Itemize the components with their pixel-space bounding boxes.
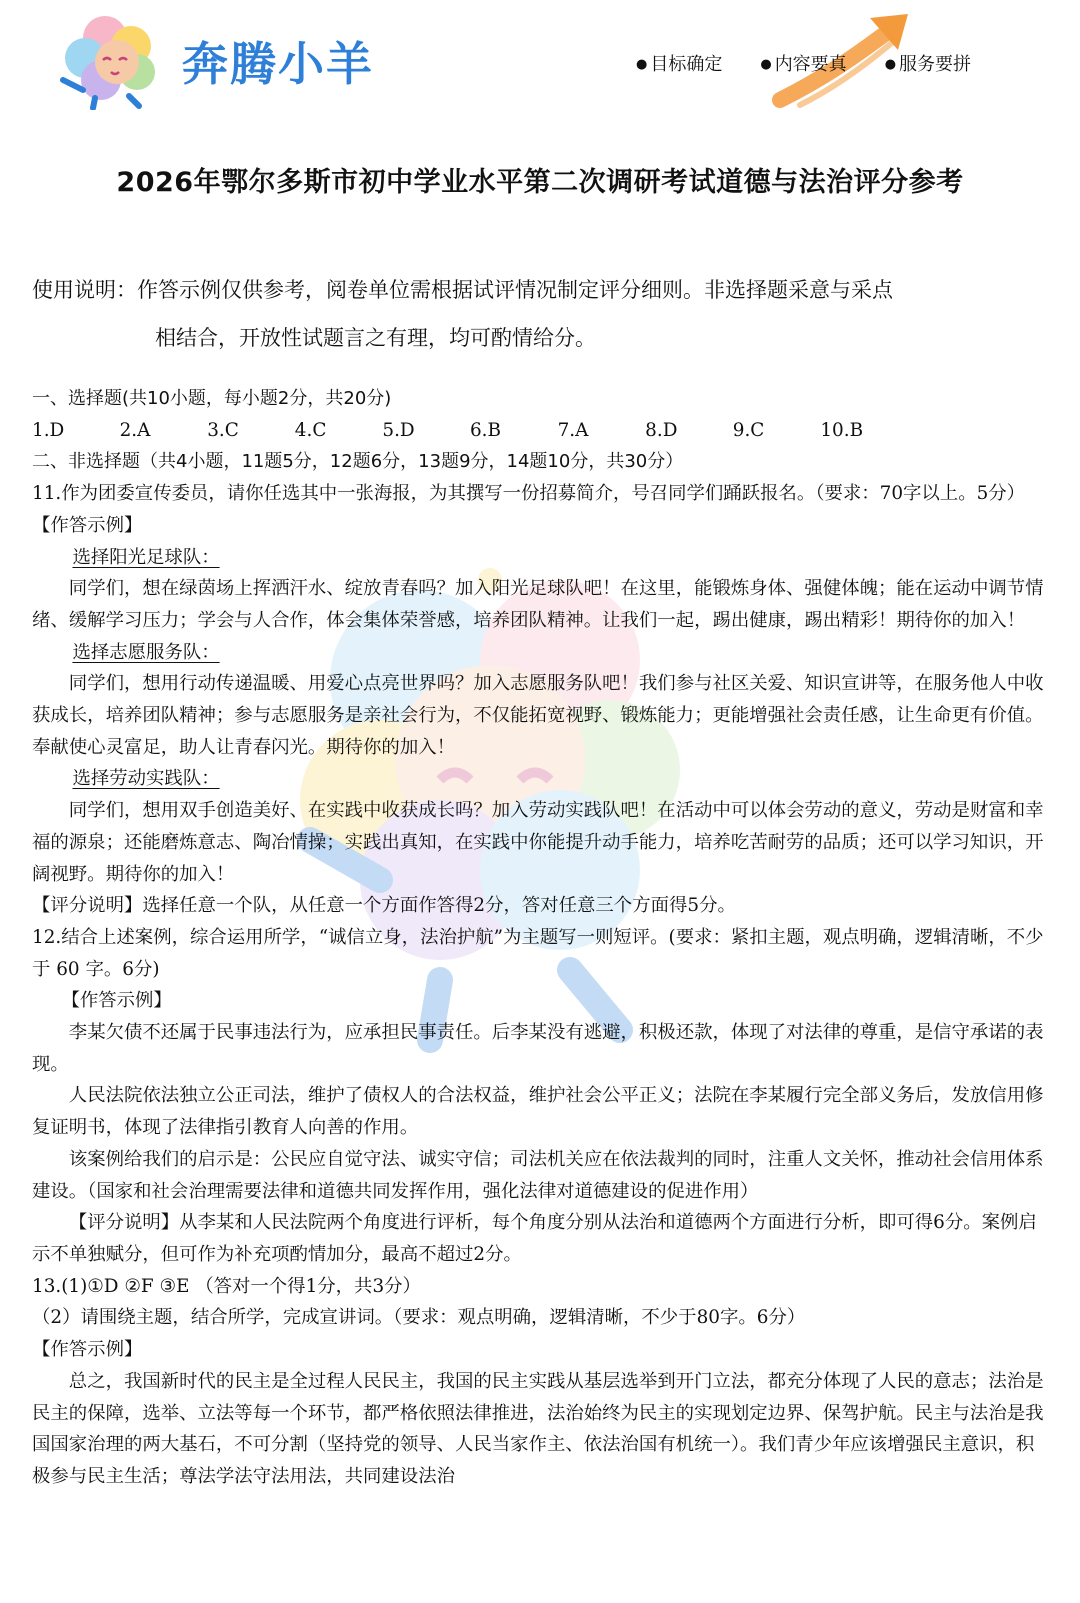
sheep-logo-icon (55, 10, 175, 110)
header (0, 0, 1080, 130)
document-body (32, 383, 1052, 1493)
paragraph: 同学们，想用双手创造美好、在实践中收获成长吗？加入劳动实践队吧！在活动中可以体会劳动的意义，劳动是财富和幸福的源泉；还能磨炼意志、陶冶情操；实践出真知，在实践中你能提升动手能力，培养吃苦耐劳的品质；还可以学习知识，开阔视野。期待你的加入！ (32, 800, 1044, 885)
section-heading: 二、非选择题（共4小题，11题5分，12题6分，13题9分，14题10分，共30分） (32, 451, 684, 473)
paragraph: 李某欠债不还属于民事违法行为，应承担民事责任。后李某没有逃避，积极还款，体现了对法律的尊重，是信守承诺的表现。 (32, 1022, 1044, 1075)
brand-name: 奔腾小羊 (182, 37, 374, 91)
slogan-item: ● 目标确定 (636, 50, 722, 76)
example-label: 【作答示例】 (32, 1339, 143, 1361)
paragraph: 人民法院依法独立公正司法，维护了债权人的合法权益，维护社会公平正义；法院在李某履行完全部义务后，发放信用修复证明书，体现了法律指引教育人向善的作用。 (32, 1085, 1044, 1139)
answer-item: 9.C (732, 419, 765, 441)
example-label: 【作答示例】 (32, 514, 143, 536)
answer-item: 7.A (557, 419, 589, 441)
page-title: 2026年鄂尔多斯市初中学业水平第二次调研考试道德与法治评分参考 (116, 167, 964, 198)
choice-answers (32, 415, 1052, 447)
answer-item: 5.D (382, 419, 415, 441)
option-title: 选择阳光足球队： (72, 546, 220, 568)
answer-item: 2.A (119, 419, 151, 441)
slogan-item: ● 内容要真 (760, 50, 846, 76)
answer-item: 4.C (294, 419, 327, 441)
answer-item: 1.D (32, 419, 65, 441)
option-title: 选择志愿服务队： (72, 641, 220, 663)
answer-item: 3.C (207, 419, 239, 441)
section-heading: 一、选择题(共10小题，每小题2分，共20分) (32, 388, 392, 409)
example-label: 【作答示例】 (61, 990, 172, 1012)
slogan-item: ● 服务要拼 (885, 50, 971, 76)
question-12: 12.结合上述案例，综合运用所学，“诚信立身，法治护航”为主题写一则短评。(要求：紧扣主题，观点明确，逻辑清晰，不少于 60 字。6分) (32, 926, 1044, 980)
option-title: 选择劳动实践队： (72, 768, 220, 790)
answer-item: 8.D (645, 419, 678, 441)
paragraph: 同学们，想在绿茵场上挥洒汗水、绽放青春吗？加入阳光足球队吧！在这里，能锻炼身体、强健体魄；能在运动中调节情绪、缓解学习压力；学会与人合作，体会集体荣誉感，培养团队精神。让我们一起，踢出健康，踢出精彩！期待你的加入！ (32, 578, 1044, 631)
paragraph: 总之，我国新时代的民主是全过程人民民主，我国的民主实践从基层选举到开门立法，都充分体现了人民的意志；法治是民主的保障，选举、立法等每一个环节，都严格依照法律推进，法治始终为民主的实现划定边界、保驾护航。民主与法治是我国国家治理的两大基石，不可分割（坚持党的领导、人民当家作主、依法治国有机统一）。我们青少年应该增强民主意识，积极参与民主生活；尊法学法守法用法，共同建设法治 (32, 1370, 1044, 1487)
question-13-part2: （2）请围绕主题，结合所学，完成宣讲词。（要求：观点明确，逻辑清晰，不少于80字。6分） (32, 1307, 806, 1329)
usage-line: 相结合，开放性试题言之有理，均可酌情给分。 (155, 326, 596, 350)
usage-notes (32, 266, 1052, 362)
paragraph: 同学们，想用行动传递温暖、用爱心点亮世界吗？加入志愿服务队吧！我们参与社区关爱、知识宣讲等，在服务他人中收获成长，培养团队精神；参与志愿服务是亲社会行为，不仅能拓宽视野、锻炼能力；更能增强社会责任感，让生命更有价值。奉献使心灵富足，助人让青春闪光。期待你的加入！ (32, 673, 1044, 758)
question-13-part1: 13.(1)①D ②F ③E （答对一个得1分，共3分） (32, 1275, 421, 1297)
answer-item: 6.B (469, 419, 502, 441)
paragraph: 该案例给我们的启示是：公民应自觉守法、诚实守信；司法机关应在依法裁判的同时，注重人文关怀，推动社会信用体系建设。（国家和社会治理需要法律和道德共同发挥作用，强化法律对道德建设的促进作用） (32, 1148, 1044, 1202)
answer-item: 10.B (820, 419, 864, 441)
slogans (636, 50, 971, 76)
scoring-note: 【评分说明】选择任意一个队，从任意一个方面作答得2分，答对任意三个方面得5分。 (32, 895, 736, 917)
usage-line: 使用说明：作答示例仅供参考，阅卷单位需根据试评情况制定评分细则。非选择题采意与采点 (32, 278, 893, 302)
scoring-note: 【评分说明】从李某和人民法院两个角度进行评析，每个角度分别从法治和道德两个方面进行分析，即可得6分。案例启示不单独赋分，但可作为补充项酌情加分，最高不超过2分。 (32, 1212, 1037, 1265)
question-11: 11.作为团委宣传委员，请你任选其中一张海报，为其撰写一份招募简介，号召同学们踊跃报名。（要求：70字以上。5分） (32, 483, 1026, 505)
